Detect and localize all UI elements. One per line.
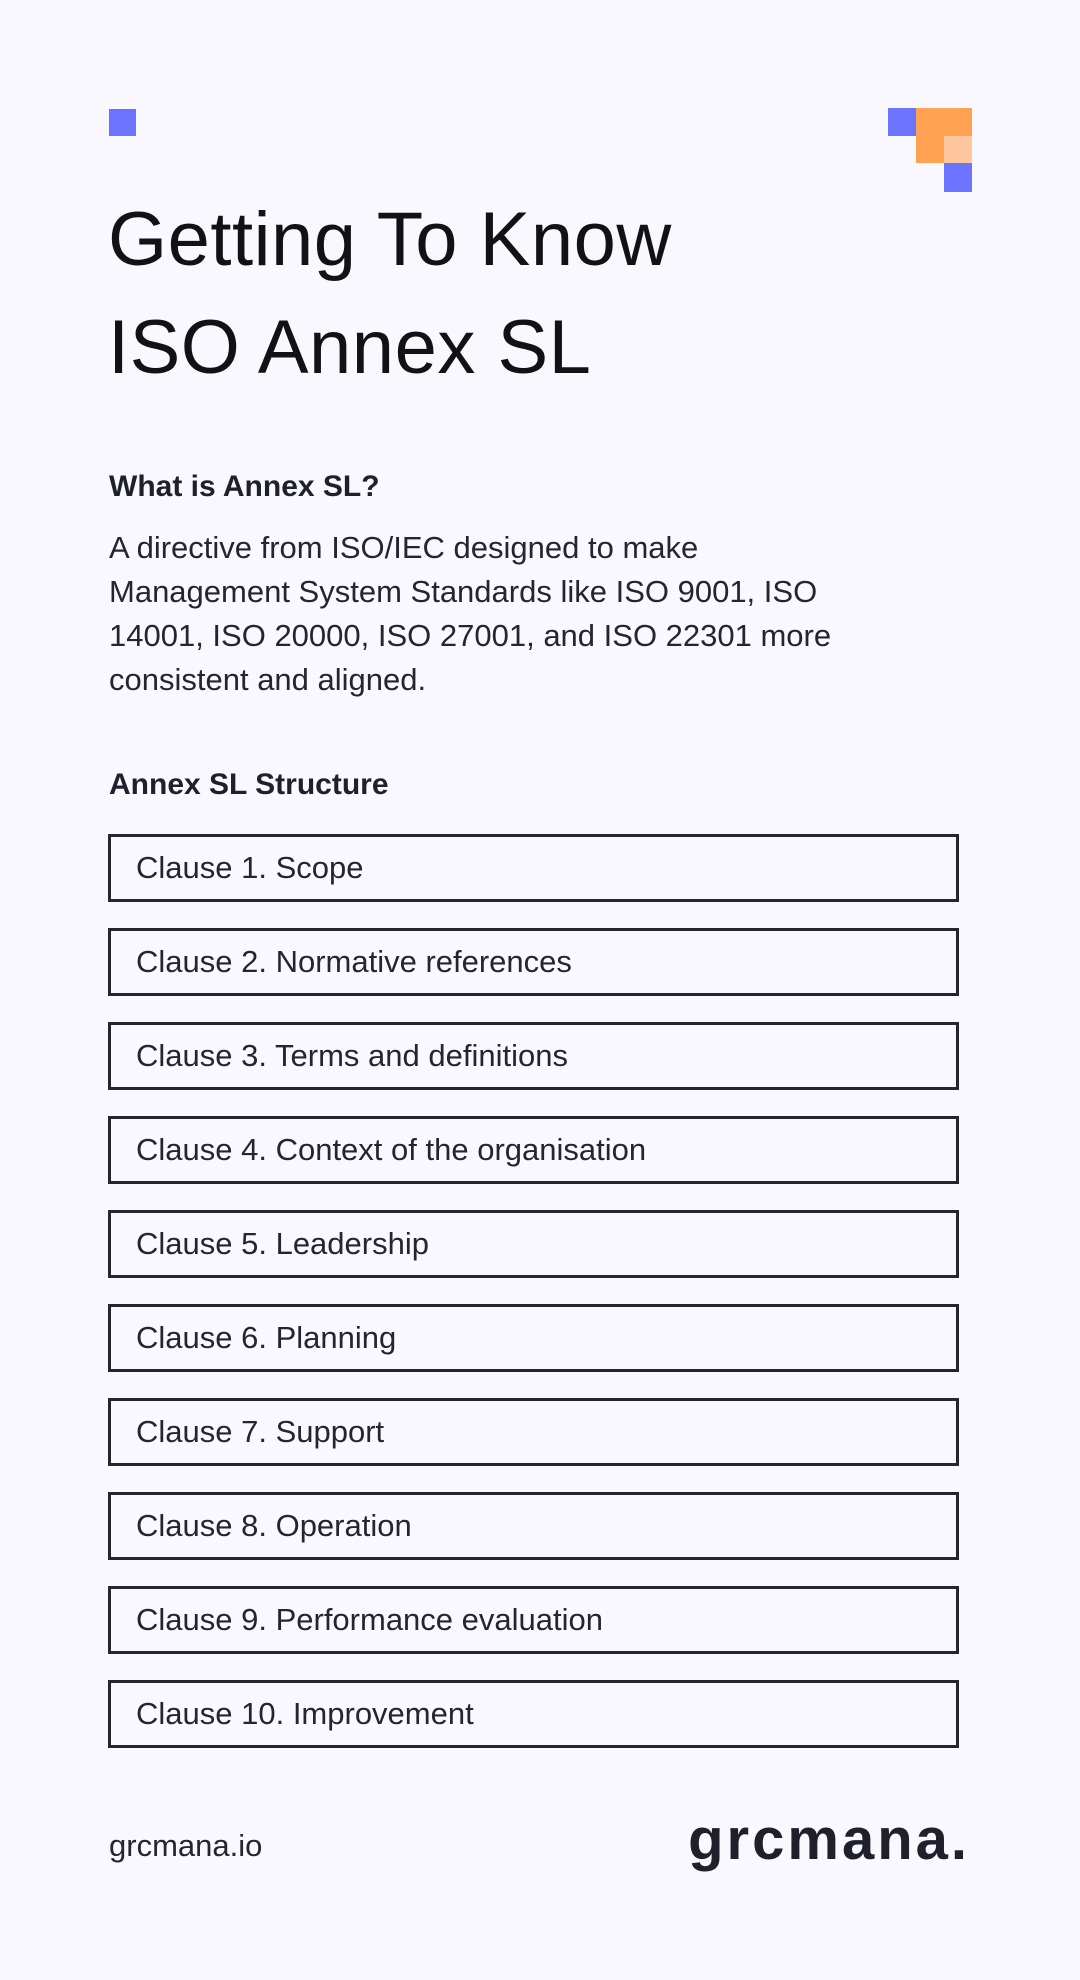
- clause-item-1: Clause 1. Scope: [108, 834, 959, 902]
- footer-url: grcmana.io: [109, 1828, 263, 1863]
- pixel-peach: [944, 136, 972, 163]
- clause-item-7: Clause 7. Support: [108, 1398, 959, 1466]
- clause-item-4: Clause 4. Context of the organisation: [108, 1116, 959, 1184]
- clause-list: [108, 834, 959, 1774]
- clause-item-5: Clause 5. Leadership: [108, 1210, 959, 1278]
- title-line-1: Getting To Know: [108, 197, 672, 282]
- clause-item-8: Clause 8. Operation: [108, 1492, 959, 1560]
- clause-item-10: Clause 10. Improvement: [108, 1680, 959, 1748]
- clause-item-2: Clause 2. Normative references: [108, 928, 959, 996]
- page-title: [108, 186, 888, 402]
- clause-item-3: Clause 3. Terms and definitions: [108, 1022, 959, 1090]
- title-line-2: ISO Annex SL: [108, 305, 592, 390]
- clause-item-9: Clause 9. Performance evaluation: [108, 1586, 959, 1654]
- clause-item-6: Clause 6. Planning: [108, 1304, 959, 1372]
- decorative-square-blue: [109, 109, 136, 136]
- structure-heading: Annex SL Structure: [109, 768, 389, 801]
- pixel-blue-top: [888, 108, 916, 136]
- what-is-heading: What is Annex SL?: [109, 470, 380, 503]
- pixel-blue-bottom: [944, 163, 972, 192]
- decorative-pixel-cluster: [888, 108, 972, 192]
- brand-logo: grcmana.: [688, 1807, 970, 1872]
- annex-sl-description: A directive from ISO/IEC designed to make Management System Standards like ISO 9001, ISO 14001, ISO 20000, ISO 27001, and ISO 22301 more consistent and aligned.: [109, 530, 832, 697]
